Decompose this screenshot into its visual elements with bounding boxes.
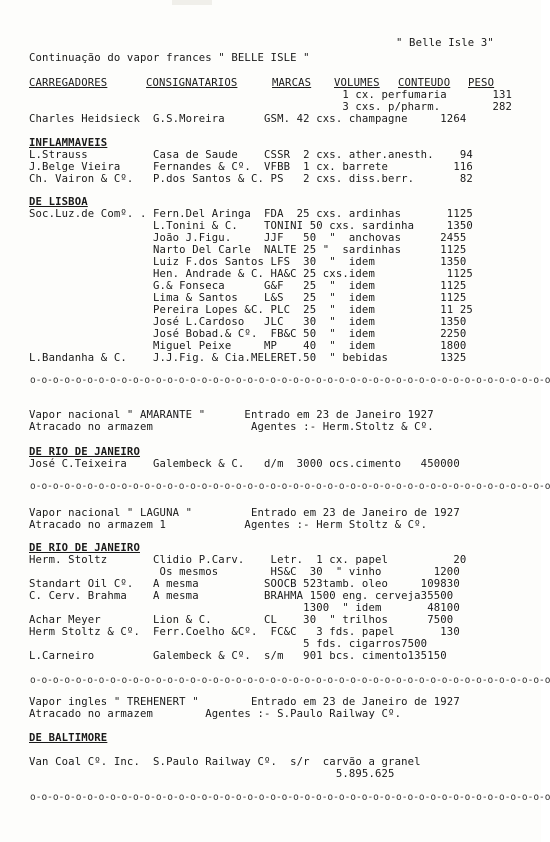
section-heading: DE LISBOA <box>29 196 88 208</box>
vessel-line: Atracado no armazem Agentes :- S.Paulo Railway Cº. <box>29 708 402 720</box>
manifest-line: Narto Del Carle NALTE 25 " sardinhas 1125 <box>29 244 467 256</box>
col-volumes: VOLUMES <box>334 77 380 89</box>
manifest-line: José C.Teixeira Galembeck & C. d/m 3000 ocs.cimento 450000 <box>29 458 460 470</box>
manifest-line: Os mesmos HS&C 30 " vinho 1200 <box>29 566 460 578</box>
manifest-line: 1300 " idem 48100 <box>29 602 460 614</box>
section-divider: o-o-o-o-o-o-o-o-o-o-o-o-o-o-o-o-o-o-o-o-o-o-o-o-o-o-o-o-o-o-o-o-o-o-o-o-o-o-o-o-o-o-o-o-o-o <box>30 375 550 386</box>
manifest-line: Pereira Lopes &C. PLC 25 " idem 11 25 <box>29 304 473 316</box>
section-heading: INFLAMMAVEIS <box>29 137 108 149</box>
vessel-line: Vapor nacional " AMARANTE " Entrado em 23 de Janeiro 1927 <box>29 409 434 421</box>
manifest-line: L.Bandanha & C. J.J.Fig. & Cia.MELERET.50 " bebidas 1325 <box>29 352 467 364</box>
col-peso: PESO <box>468 77 495 89</box>
manifest-line: Van Coal Cº. Inc. S.Paulo Railway Cº. s/r carvão a granel <box>29 756 421 768</box>
col-conteudo: CONTEUDO <box>398 77 451 89</box>
manifest-line: L.Tonini & C. TONINI 50 cxs. sardinha 1350 <box>29 220 473 232</box>
manifest-line: Soc.Luz.de Comº. . Fern.Del Aringa FDA 25 cxs. ardinhas 1125 <box>29 208 473 220</box>
manifest-line: L.Strauss Casa de Saude CSSR 2 cxs. ather.anesth. 94 <box>29 149 473 161</box>
manifest-line: Standart Oil Cº. A mesma SOOCB 523tamb. oleo 109830 <box>29 578 460 590</box>
manifest-line: Miguel Peixe MP 40 " idem 1800 <box>29 340 467 352</box>
manifest-line: J.Belge Vieira Fernandes & Cº. VFBB 1 cx. barrete 116 <box>29 161 473 173</box>
vessel-line: Vapor nacional " LAGUNA " Entrado em 23 de Janeiro de 1927 <box>29 507 460 519</box>
section-divider: o-o-o-o-o-o-o-o-o-o-o-o-o-o-o-o-o-o-o-o-o-o-o-o-o-o-o-o-o-o-o-o-o-o-o-o-o-o-o-o-o-o-o-o-o-o <box>30 481 550 492</box>
col-consignatarios: CONSIGNATARIOS <box>146 77 238 89</box>
manifest-line: Charles Heidsieck G.S.Moreira GSM. 42 cxs. champagne 1264 <box>29 113 467 125</box>
vessel-line: Atracado no armazem 1 Agentes :- Herm Stoltz & Cº. <box>29 519 428 531</box>
manifest-line: Ch. Vairon & Cº. P.dos Santos & C. PS 2 cxs. diss.berr. 82 <box>29 173 473 185</box>
manifest-line: 5.895.625 <box>29 768 395 780</box>
vessel-line: Vapor ingles " TREHENERT " Entrado em 23 de Janeiro de 1927 <box>29 696 460 708</box>
page-reference: " Belle Isle 3" <box>396 37 494 49</box>
port-heading: DE BALTIMORE <box>29 732 108 744</box>
col-carregadores: CARREGADORES <box>29 77 108 89</box>
manifest-line: João J.Figu. JJF 50 " anchovas 2455 <box>29 232 467 244</box>
manifest-line: Luiz F.dos Santos LFS 30 " idem 1350 <box>29 256 467 268</box>
manifest-line: Herm Stoltz & Cº. Ferr.Coelho &Cº. FC&C 3 fds. papel 130 <box>29 626 460 638</box>
vessel-line: Atracado no armazem Agentes :- Herm.Stoltz & Cº. <box>29 421 434 433</box>
manifest-line: José L.Cardoso JLC 30 " idem 1350 <box>29 316 467 328</box>
manifest-line: Hen. Andrade & C. HA&C 25 cxs.idem 1125 <box>29 268 473 280</box>
section-divider: o-o-o-o-o-o-o-o-o-o-o-o-o-o-o-o-o-o-o-o-o-o-o-o-o-o-o-o-o-o-o-o-o-o-o-o-o-o-o-o-o-o-o-o-o-o <box>30 675 550 686</box>
manifest-line: L.Carneiro Galembeck & Cº. s/m 901 bcs. cimento135150 <box>29 650 447 662</box>
manifest-line: C. Cerv. Brahma A mesma BRAHMA 1500 eng. cerveja35500 <box>29 590 454 602</box>
port-heading: DE RIO DE JANEIRO <box>29 542 140 554</box>
manifest-line: 3 cxs. p/pharm. 282 <box>29 101 513 113</box>
manifest-line: Herm. Stoltz Clidio P.Carv. Letr. 1 cx. papel 20 <box>29 554 467 566</box>
manifest-line: José Bobad.& Cº. FB&C 50 " idem 2250 <box>29 328 467 340</box>
manifest-line: Lima & Santos L&S 25 " idem 1125 <box>29 292 467 304</box>
manifest-line: 1 cx. perfumaria 131 <box>29 89 513 101</box>
ink-smudge <box>172 0 212 5</box>
manifest-line: G.& Fonseca G&F 25 " idem 1125 <box>29 280 467 292</box>
document-title: Continuação do vapor frances " BELLE ISLE " <box>29 52 310 64</box>
port-heading: DE RIO DE JANEIRO <box>29 446 140 458</box>
col-marcas: MARCAS <box>272 77 312 89</box>
manifest-line: 5 fds. cigarros7500 <box>29 638 428 650</box>
section-divider: o-o-o-o-o-o-o-o-o-o-o-o-o-o-o-o-o-o-o-o-o-o-o-o-o-o-o-o-o-o-o-o-o-o-o-o-o-o-o-o-o-o-o-o-o-o <box>30 792 550 803</box>
manifest-line: Achar Meyer Lion & C. CL 30 " trilhos 7500 <box>29 614 454 626</box>
